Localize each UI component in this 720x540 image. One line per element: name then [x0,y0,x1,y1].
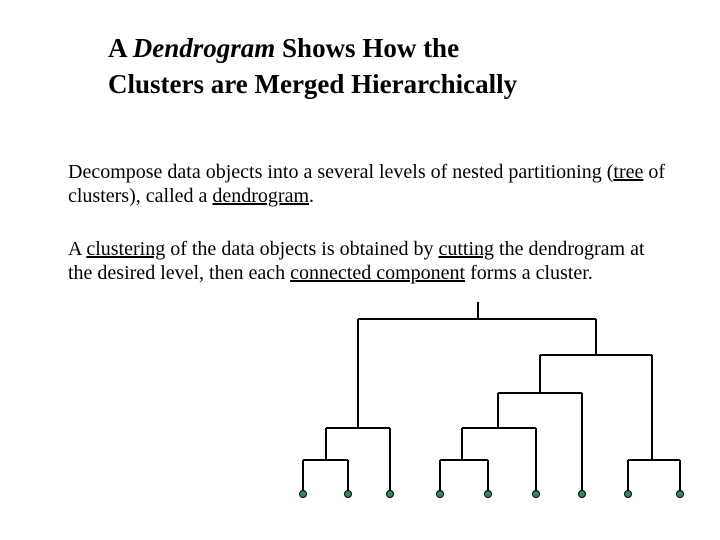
term-connected-component: connected component [290,262,466,284]
leaf-node [345,491,352,498]
leaf-node [387,491,394,498]
leaf-node [437,491,444,498]
text-segment: forms a cluster. [465,262,593,284]
text-segment: A [68,238,87,260]
title-line2: Clusters are Merged Hierarchically [108,69,518,99]
title-italic-term: Dendrogram [132,33,276,63]
term-dendrogram: dendrogram [212,185,310,207]
text-segment: of clusters), called a [68,161,666,207]
text-segment: of the data objects is obtained by [165,238,439,260]
text-segment: Decompose data objects into a several levels of nested partitioning ( [68,161,614,183]
leaf-node [579,491,586,498]
leaf-node [300,491,307,498]
leaf-node [533,491,540,498]
leaf-node [485,491,492,498]
leaf-node [677,491,684,498]
leaf-node [625,491,632,498]
title-prefix: A [108,33,133,63]
term-tree: tree [613,161,644,183]
text-segment: . [309,185,315,207]
text-segment: the dendrogram at the desired level, then each [68,238,645,284]
term-clustering: clustering [86,238,166,260]
title-line1-rest: Shows How the [275,33,460,63]
term-cutting: cutting [438,238,495,260]
